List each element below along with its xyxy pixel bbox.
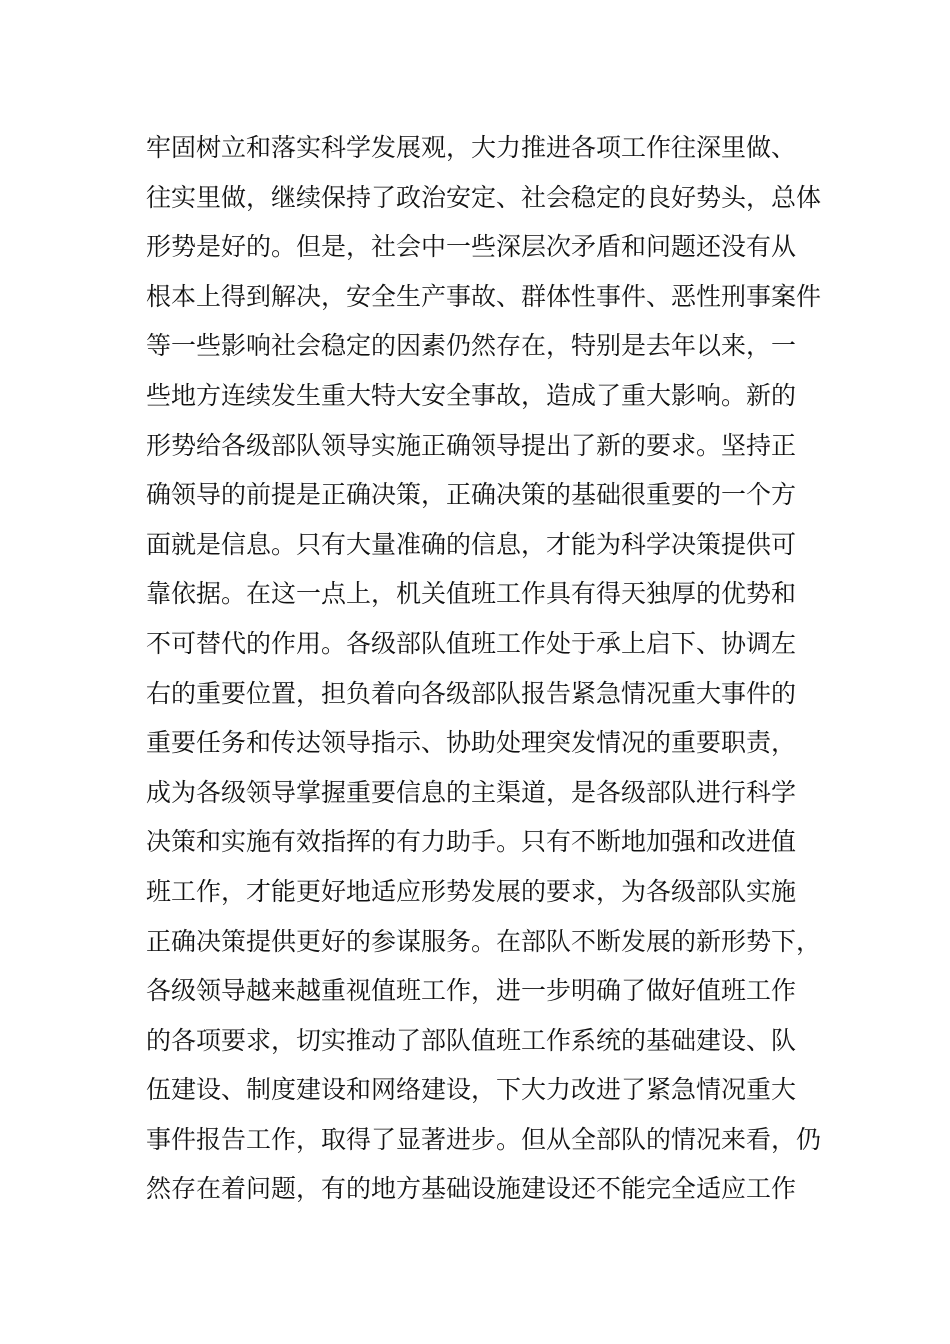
text-line: 重要任务和传达领导指示、协助处理突发情况的重要职责，: [146, 728, 797, 758]
body-text: [146, 123, 826, 1214]
text-line: 成为各级领导掌握重要信息的主渠道，是各级部队进行科学: [146, 777, 797, 807]
text-line: 靠依据。在这一点上，机关值班工作具有得天独厚的优势和: [146, 579, 797, 609]
text-line: 面就是信息。只有大量准确的信息，才能为科学决策提供可: [146, 529, 797, 559]
text-line: 事件报告工作，取得了显著进步。但从全部队的情况来看，仍: [146, 1124, 822, 1154]
text-line: 的各项要求，切实推动了部队值班工作系统的基础建设、队: [146, 1025, 797, 1055]
text-line: 牢固树立和落实科学发展观，大力推进各项工作往深里做、: [146, 133, 797, 162]
text-line: 各级领导越来越重视值班工作，进一步明确了做好值班工作: [146, 976, 797, 1006]
text-line: 右的重要位置，担负着向各级部队报告紧急情况重大事件的: [146, 678, 797, 708]
text-line: 形势给各级部队领导实施正确领导提出了新的要求。坚持正: [146, 430, 797, 460]
text-line: 等一些影响社会稳定的因素仍然存在，特别是去年以来，一: [146, 331, 797, 361]
text-line: 确领导的前提是正确决策，正确决策的基础很重要的一个方: [146, 480, 797, 510]
text-line: 决策和实施有效指挥的有力助手。只有不断地加强和改进值: [146, 827, 797, 857]
text-line: 根本上得到解决，安全生产事故、群体性事件、恶性刑事案件: [146, 281, 822, 311]
text-line: 形势是好的。但是，社会中一些深层次矛盾和问题还没有从: [146, 232, 797, 262]
text-line: 正确决策提供更好的参谋服务。在部队不断发展的新形势下，: [146, 926, 822, 956]
text-line: 伍建设、制度建设和网络建设，下大力改进了紧急情况重大: [146, 1075, 797, 1105]
text-line: 然存在着问题，有的地方基础设施建设还不能完全适应工作: [146, 1174, 797, 1204]
text-line: 往实里做，继续保持了政治安定、社会稳定的良好势头，总体: [146, 182, 822, 212]
text-line: 班工作，才能更好地适应形势发展的要求，为各级部队实施: [146, 876, 797, 906]
text-line: 些地方连续发生重大特大安全事故，造成了重大影响。新的: [146, 380, 797, 410]
text-line: 不可替代的作用。各级部队值班工作处于承上启下、协调左: [146, 628, 797, 658]
